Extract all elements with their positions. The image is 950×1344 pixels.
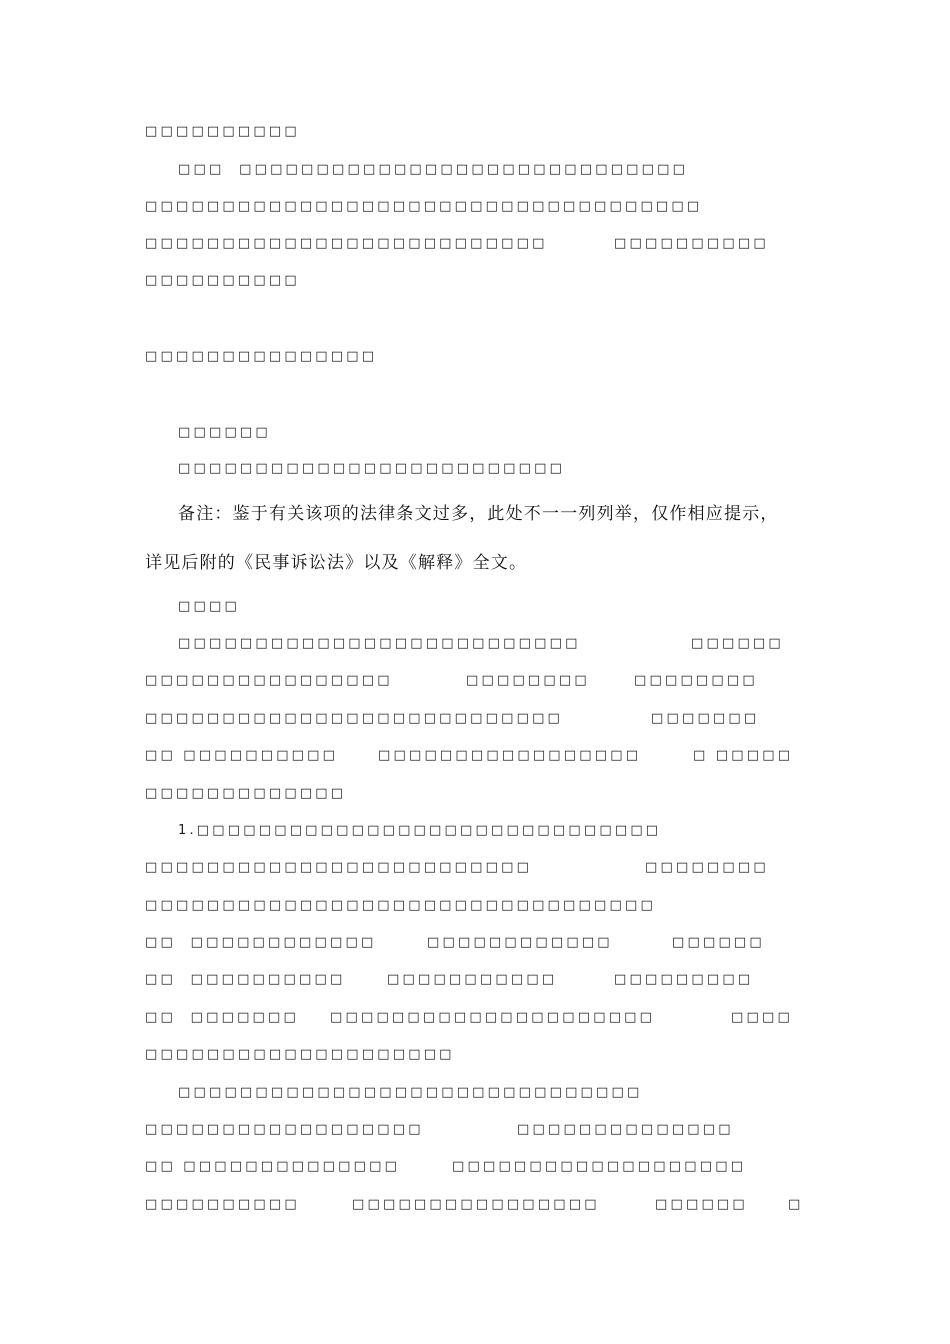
text-line: □□□□□□□□□□ [614, 236, 769, 251]
text-line: □□□ □□□□□□□□□□□□□□□□□□□□□□□□□□□□□ [178, 162, 689, 177]
text-line: □□ □□□□□□□□□□□□□□ [145, 1159, 401, 1174]
text-line: □ [788, 1197, 804, 1212]
text-line: □□□□□□ [672, 935, 765, 950]
text-line: □□□□□□□□□□□□□□□□□□□□□□□□□□ [145, 236, 548, 251]
text-line: □□ □□□□□□□□□□ [145, 972, 346, 987]
text-line: □□□□□□□□□□□□□ [145, 786, 347, 801]
text-line: □□□□□□□□□□□□□□□□□□□□□□□□□□□□□□□□□ [145, 898, 656, 913]
text-line: □□□□□□□□□□□□ [427, 935, 613, 950]
text-line: □□□□□□□□□□ [145, 124, 300, 139]
text-line: □□□□□□□□ [466, 673, 590, 688]
text-line: □□□□□□□□□□□□□□□□□□□□ [145, 1047, 455, 1062]
text-line: □□□□□□□□ [645, 860, 769, 875]
text-line: □□ □□□□□□□□□□□□ [145, 935, 377, 950]
text-line: □□□□□□□□□□□□□□□ [145, 349, 378, 364]
text-line: □□□□□□□□□□□□□□□□□□□□□□□□□□□□□□ [178, 1085, 643, 1100]
text-line: 1.□□□□□□□□□□□□□□□□□□□□□□□□□□□□□□ [178, 823, 662, 838]
text-line: □□□□□□□□□□□□□□□□□ [378, 748, 642, 763]
text-line: □□□□□□□ [651, 711, 760, 726]
text-line: □□□□□□□□□□□□□□□□□□□ [452, 1159, 747, 1174]
text-line: □ □□□□□ [693, 748, 794, 763]
text-line: □□□□□□□□□□□□□□ [517, 1122, 734, 1137]
text-line: □□□□ [178, 599, 240, 614]
text-line: □□□□□□□□□□□ [387, 972, 558, 987]
text-line: □□□□□□□□□□□□□□□□□□□□□ [330, 1010, 656, 1025]
text-line: □□ □□□□□□□ [145, 1010, 300, 1025]
text-line: □□□□□□□□□□□□□□□□□□ [145, 1122, 424, 1137]
note-line: 备注：鉴于有关该项的法律条文过多，此处不一一列列举，仅作相应提示， [178, 504, 779, 524]
text-line: □□□□□□□□□□□□□□□□□□□□□□□□□□ [178, 636, 581, 651]
text-line: □□ □□□□□□□□□□ [145, 748, 339, 763]
text-line: □□□□□□□□□□ [145, 1197, 300, 1212]
text-line: □□□□□□ [178, 425, 271, 440]
note-line: 详见后附的《民事诉讼法》以及《解释》全文。 [145, 553, 528, 573]
text-line: □□□□□□□□□□ [145, 273, 300, 288]
text-line: □□□□□□□□□□□□□□□□□□□□□□□□□ [145, 860, 533, 875]
text-line: □□□□□□ [655, 1197, 748, 1212]
text-line: □□□□□□□□□□□□□□□□□□□□□□□□□□□ [145, 711, 564, 726]
text-line: □□□□□□□□□□□□□□□□□□□□□□□□□ [178, 461, 566, 476]
text-line: □□□□□□□□□□□□□□□□ [352, 1197, 600, 1212]
text-line: □□□□□□□□□ [614, 972, 754, 987]
text-line: □□□□□□□□□□□□□□□□ [145, 673, 393, 688]
text-line: □□□□□□ [691, 636, 784, 651]
text-line: □□□□□□□□ [634, 673, 758, 688]
text-line: □□□□ [731, 1010, 793, 1025]
text-line: □□□□□□□□□□□□□□□□□□□□□□□□□□□□□□□□□□□□ [145, 199, 703, 214]
